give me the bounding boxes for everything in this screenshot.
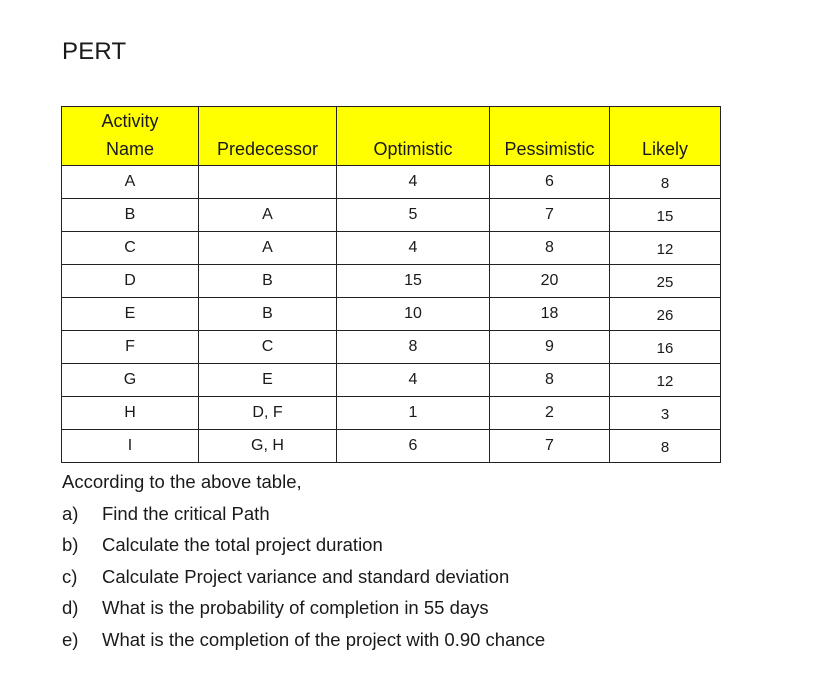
cell-optimistic: 4 [337, 364, 490, 397]
cell-likely: 3 [610, 397, 721, 430]
question-letter: a) [62, 502, 79, 524]
cell-likely: 8 [610, 430, 721, 463]
cell-pessimistic: 8 [490, 232, 610, 265]
cell-predecessor: B [199, 298, 337, 331]
table-row [62, 364, 721, 397]
cell-optimistic: 1 [337, 397, 490, 430]
page-title: PERT [62, 38, 127, 65]
cell-activity: A [62, 166, 199, 199]
header-activity-name: Activity Name [62, 107, 199, 166]
cell-optimistic: 4 [337, 166, 490, 199]
question-letter: c) [62, 565, 78, 587]
question-text: What is the probability of completion in 55 days [102, 597, 489, 618]
header-optimistic: Optimistic [337, 107, 490, 166]
question-letter: b) [62, 534, 79, 555]
table-row [62, 331, 721, 364]
intro-text: According to the above table, [62, 471, 302, 492]
cell-optimistic: 8 [337, 331, 490, 364]
header-likely: Likely [610, 107, 721, 166]
table-row [62, 199, 721, 232]
cell-predecessor: E [199, 364, 337, 397]
cell-activity: F [62, 331, 199, 364]
question-item [62, 624, 545, 656]
cell-predecessor: G, H [199, 430, 337, 463]
cell-pessimistic: 7 [490, 199, 610, 232]
table-body [62, 166, 721, 463]
question-item [62, 498, 545, 530]
table-row [62, 430, 721, 463]
cell-predecessor: A [199, 199, 337, 232]
cell-likely: 15 [610, 199, 721, 232]
cell-likely: 26 [610, 298, 721, 331]
cell-optimistic: 10 [337, 298, 490, 331]
cell-pessimistic: 18 [490, 298, 610, 331]
cell-likely: 25 [610, 265, 721, 298]
cell-likely: 8 [610, 166, 721, 199]
question-item [62, 561, 545, 593]
cell-activity: B [62, 199, 199, 232]
cell-pessimistic: 8 [490, 364, 610, 397]
cell-activity: G [62, 364, 199, 397]
question-letter: d) [62, 597, 79, 618]
cell-predecessor [199, 166, 337, 199]
table-row [62, 166, 721, 199]
question-letter: e) [62, 628, 79, 650]
cell-optimistic: 4 [337, 232, 490, 265]
cell-activity: D [62, 265, 199, 298]
cell-pessimistic: 20 [490, 265, 610, 298]
questions [62, 498, 545, 656]
header-predecessor: Predecessor [199, 107, 337, 166]
question-list [62, 466, 545, 655]
cell-pessimistic: 9 [490, 331, 610, 364]
question-text: Find the critical Path [102, 502, 270, 524]
cell-pessimistic: 7 [490, 430, 610, 463]
question-text: Calculate the total project duration [102, 534, 383, 555]
cell-optimistic: 15 [337, 265, 490, 298]
cell-optimistic: 5 [337, 199, 490, 232]
cell-likely: 16 [610, 331, 721, 364]
table-row [62, 232, 721, 265]
cell-pessimistic: 2 [490, 397, 610, 430]
table-row [62, 397, 721, 430]
cell-predecessor: A [199, 232, 337, 265]
cell-likely: 12 [610, 232, 721, 265]
cell-activity: I [62, 430, 199, 463]
table-row [62, 298, 721, 331]
cell-likely: 12 [610, 364, 721, 397]
cell-activity: E [62, 298, 199, 331]
cell-activity: H [62, 397, 199, 430]
question-item [62, 592, 545, 624]
cell-optimistic: 6 [337, 430, 490, 463]
pert-table [61, 106, 721, 463]
cell-predecessor: B [199, 265, 337, 298]
cell-predecessor: D, F [199, 397, 337, 430]
question-text: What is the completion of the project with 0.90 chance [102, 628, 546, 650]
cell-activity: C [62, 232, 199, 265]
header-row [62, 107, 721, 166]
cell-pessimistic: 6 [490, 166, 610, 199]
header-pessimistic: Pessimistic [490, 107, 610, 166]
question-item [62, 529, 545, 561]
question-text: Calculate Project variance and standard deviation [102, 565, 510, 587]
cell-predecessor: C [199, 331, 337, 364]
table-row [62, 265, 721, 298]
